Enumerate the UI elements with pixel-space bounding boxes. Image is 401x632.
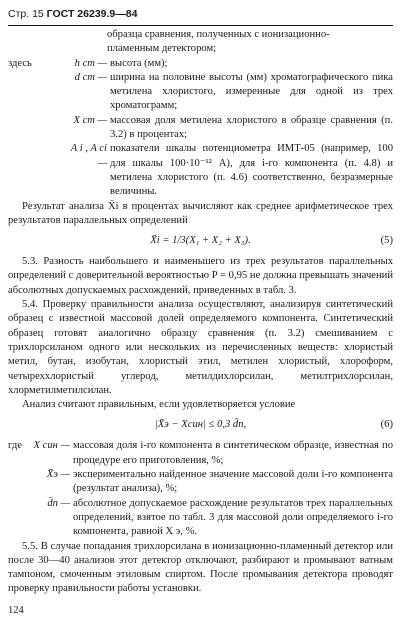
definition-symbol: A i , A ci — — [70, 143, 107, 169]
where-definitions-list — [8, 439, 393, 539]
where-symbol: X син — — [33, 440, 70, 452]
where-definition-row — [8, 468, 393, 497]
formula-5-expression: X̄i = 1/3(X₁ + X₂ + X₃). — [150, 235, 251, 246]
paragraph-5-3: 5.3. Разность наибольшего и наименьшего из трех результатов параллельных определений с доверительной вероятностью P = 0,95 не должна превышать значений абсолютных допускаемых расхождений, приведенных в табл. 3. — [8, 256, 393, 296]
definition-row — [8, 142, 393, 199]
formula-6-number: (6) — [380, 419, 393, 431]
paragraph-correctness: Анализ считают правильным, если удовлетворяется условие — [22, 399, 296, 411]
definition-label: здесь — [8, 57, 32, 69]
formula-5 — [8, 231, 393, 251]
definition-label — [8, 71, 63, 114]
definition-text: высота (мм); — [110, 57, 168, 69]
formula-5-number: (5) — [380, 235, 393, 246]
where-text: массовая доля i-го компонента в синтетическом образце, известная по процедуре его приготовления, %; — [73, 440, 393, 466]
definition-row — [8, 71, 393, 114]
definition-symbol: d ст — — [74, 71, 107, 83]
definition-text: показатели шкалы потенциометра ИМТ-05 (например, 100 для шкалы 100·10⁻¹² А), для i-го компонента (п. 4.8) и метилена хлористого (п. 4.6) соответственно, безразмерные величины. — [110, 143, 393, 198]
definition-label — [8, 114, 63, 143]
page-number: 124 — [8, 605, 24, 616]
where-label — [8, 497, 32, 540]
intro-line-1: образца сравнения, полученных с ионизационно- — [107, 29, 330, 40]
where-label — [8, 468, 32, 497]
where-text: абсолютное допускаемое расхождение результатов трех параллельных определений, взятое по табл. 3 для массовой доли определяемого i-го компонента, равной X э, %. — [73, 497, 393, 538]
where-text: экспериментально найденное значение массовой доли i-го компонента (результат анализа), %; — [73, 469, 393, 495]
definition-text: массовая доля метилена хлористого в образце сравнения (п. 3.2) в процентах; — [110, 114, 393, 141]
where-symbol: X̄э — — [46, 469, 70, 481]
page-header — [8, 7, 393, 26]
page-label: Стр. 15 — [8, 8, 44, 20]
definitions-list — [8, 57, 393, 200]
definition-row — [8, 57, 393, 71]
where-definition-row — [8, 497, 393, 540]
where-definition-row — [8, 439, 393, 468]
formula-6-expression: |X̄э − Xсин| ≤ 0,3 d̄п, — [154, 419, 247, 431]
formula-6 — [8, 415, 393, 435]
definition-label — [8, 142, 63, 199]
intro-line-2: пламенным детектором; — [107, 43, 217, 55]
definition-symbol: X ст — — [73, 114, 107, 126]
where-symbol: d̄п — — [47, 497, 70, 509]
document-body — [8, 28, 393, 597]
standard-code: ГОСТ 26239.9—84 — [46, 8, 138, 20]
definition-symbol: h ст — — [74, 57, 107, 69]
definition-text: ширина на половине высоты (мм) хроматографического пика метилена хлористого, измеренные для одной из трех хроматограмм; — [110, 71, 393, 112]
definition-row — [8, 114, 393, 143]
paragraph-5-5: 5.5. В случае попадания трихлорсилана в ионизационно-пламенный детектор или после 30—40 анализов этот детектор отключают, разбирают и промывают ватным тампоном, смоченным этиловым спиртом. После промывания детектора проводят проверку правильности работы установки. — [8, 540, 393, 595]
paragraph-5-4: 5.4. Проверку правильности анализа осуществляют, анализируя синтетический образец с известной массовой долей определяемого компонента. Синтетический образец готовят аналогично образцу сравнения (п. 3.2) смешиванием с трихлорсиланом одного или нескольких из перечисленных веществ: хлористый метил, бутан, изобутан, хлористый этил, метилен хлористый, хлороформ, четыреххлористый углерод, метилдихлорсилан, метилтрихлорсилан, хлорметилметилсилан. — [8, 299, 393, 396]
where-label: где — [8, 440, 22, 452]
result-paragraph: Результат анализа X̄i в процентах вычисляют как среднее арифметическое трех результатов параллельных определений — [8, 200, 393, 226]
